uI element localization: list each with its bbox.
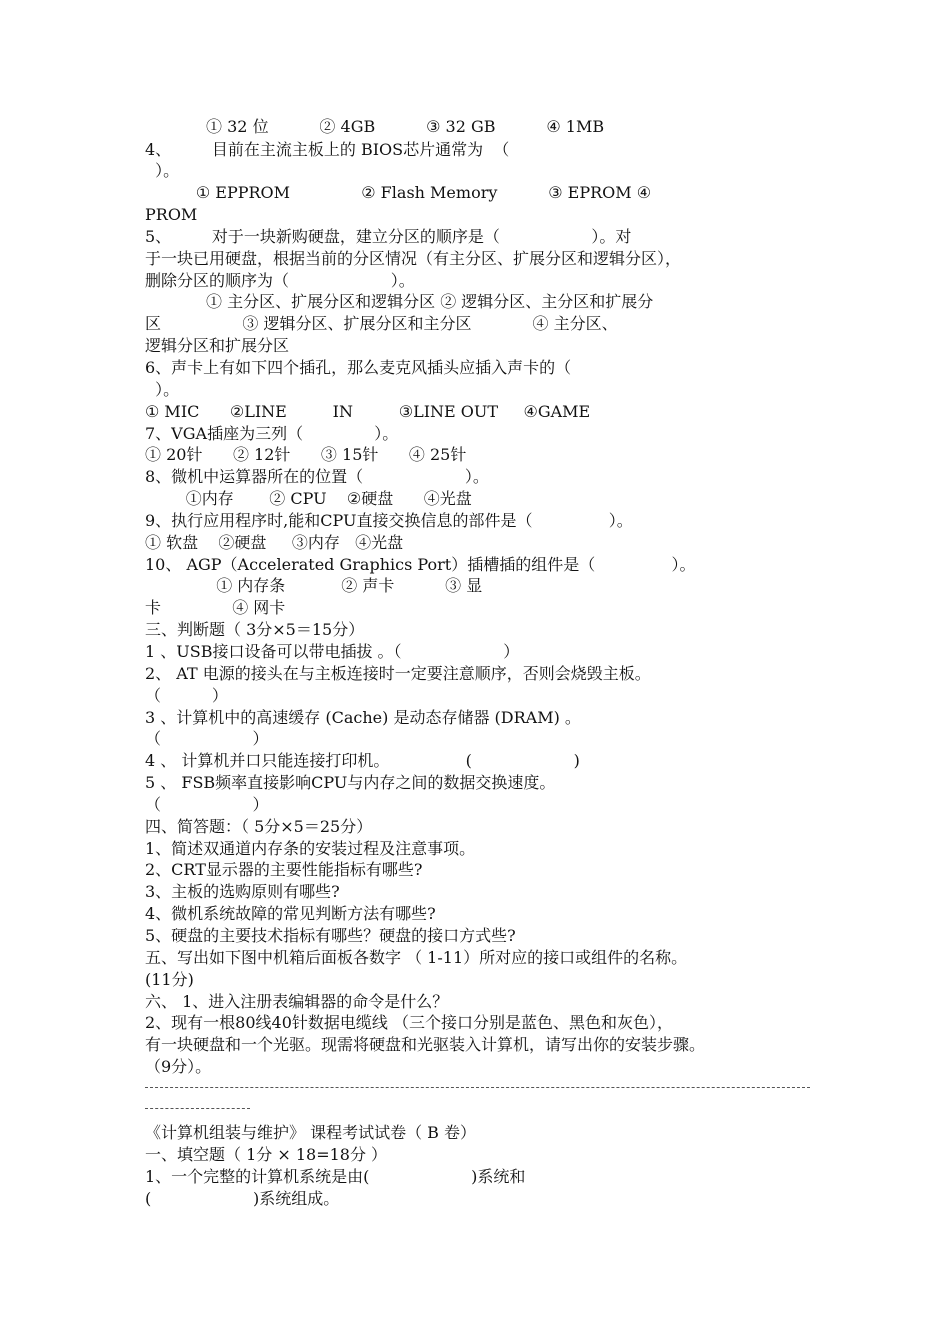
text-line: 1、简述双通道内存条的安装过程及注意事项。 (145, 839, 476, 858)
text-line: (11分) (145, 970, 194, 989)
exam-title-b: 《计算机组装与维护》 课程考试试卷（ B 卷） (145, 1123, 477, 1142)
text-line: 3 、计算机中的高速缓存 (Cache) 是动态存储器 (DRAM) 。 (145, 708, 581, 727)
text-line: ①内存 ② CPU ②硬盘 ④光盘 (145, 489, 472, 508)
text-line: 5、硬盘的主要技术指标有哪些？硬盘的接口方式些? (145, 926, 516, 945)
text-line: 2、CRT显示器的主要性能指标有哪些? (145, 860, 423, 879)
text-line: 五、写出如下图中机箱后面板各数字 （ 1-11）所对应的接口或组件的名称。 (145, 948, 688, 967)
text-line: 于一块已用硬盘，根据当前的分区情况（有主分区、扩展分区和逻辑分区）， (145, 249, 682, 268)
page-separator (145, 1087, 810, 1088)
page-separator-tail (145, 1108, 250, 1109)
text-line: （ ） (145, 795, 269, 814)
text-line: 六、 1、进入注册表编辑器的命令是什么？ (145, 992, 449, 1011)
text-line: ① 32 位 ② 4GB ③ 32 GB ④ 1MB (145, 117, 605, 136)
text-line: 4 、 计算机并口只能连接打印机。 ( ) (145, 751, 580, 770)
text-line: ① EPPROM ② Flash Memory ③ EPROM ④ (145, 183, 652, 202)
text-line: ① MIC ②LINE IN ③LINE OUT ④GAME (145, 402, 591, 421)
text-line: 区 ③ 逻辑分区、扩展分区和主分区 ④ 主分区、 (145, 314, 618, 333)
text-line: PROM (145, 205, 198, 224)
text-line: 6、声卡上有如下四个插孔，那么麦克风插头应插入声卡的（ (145, 358, 572, 377)
text-line: ① 20针 ② 12针 ③ 15针 ④ 25针 (145, 445, 467, 464)
text-line: 删除分区的顺序为（ ）。 (145, 271, 415, 290)
text-line: 8、微机中运算器所在的位置（ ）。 (145, 467, 489, 486)
text-line: 10、 AGP（Accelerated Graphics Port）插槽插的组件是（ ）。 (145, 555, 696, 574)
text-line: （ ） (145, 729, 269, 748)
text-line: 有一块硬盘和一个光驱。现需将硬盘和光驱装入计算机，请写出你的安装步骤。 (145, 1035, 706, 1054)
text-line: ① 主分区、扩展分区和逻辑分区 ② 逻辑分区、主分区和扩展分 (145, 292, 654, 311)
text-line: （ ） (145, 686, 228, 705)
text-line: 4、 目前在主流主板上的 BIOS芯片通常为 （ (145, 140, 510, 159)
text-line: 1、一个完整的计算机系统是由( )系统和 (145, 1167, 526, 1186)
text-line: ① 软盘 ②硬盘 ③内存 ④光盘 (145, 533, 404, 552)
text-line: 三、判断题（ 3分×5＝15分） (145, 620, 365, 639)
text-line: ）。 (145, 380, 180, 399)
text-line: ① 内存条 ② 声卡 ③ 显 (145, 576, 483, 595)
text-line: 9、执行应用程序时,能和CPU直接交换信息的部件是（ ）。 (145, 511, 633, 530)
text-line: 5 、 FSB频率直接影响CPU与内存之间的数据交换速度。 (145, 773, 556, 792)
text-line: 5、 对于一块新购硬盘，建立分区的顺序是（ ）。对 (145, 227, 632, 246)
text-line: 四、简答题：（ 5分×5＝25分） (145, 817, 373, 836)
text-line: 3、主板的选购原则有哪些? (145, 882, 340, 901)
section-heading: 一、填空题（ 1分 × 18=18分 ） (145, 1145, 388, 1164)
text-line: 卡 ④ 网卡 (145, 598, 286, 617)
text-line: ( )系统组成。 (145, 1189, 340, 1208)
text-line: 逻辑分区和扩展分区 (145, 336, 290, 355)
text-line: 7、VGA插座为三列（ ）。 (145, 424, 399, 443)
text-line: 1 、USB接口设备可以带电插拔 。（ ） (145, 642, 520, 661)
text-line: ）。 (145, 161, 180, 180)
text-line: 4、微机系统故障的常见判断方法有哪些? (145, 904, 436, 923)
text-line: （9分）。 (145, 1057, 212, 1076)
text-line: 2、现有一根80线40针数据电缆线 （三个接口分别是蓝色、黑色和灰色）， (145, 1013, 673, 1032)
text-line: 2、 AT 电源的接头在与主板连接时一定要注意顺序，否则会烧毁主板。 (145, 664, 651, 683)
